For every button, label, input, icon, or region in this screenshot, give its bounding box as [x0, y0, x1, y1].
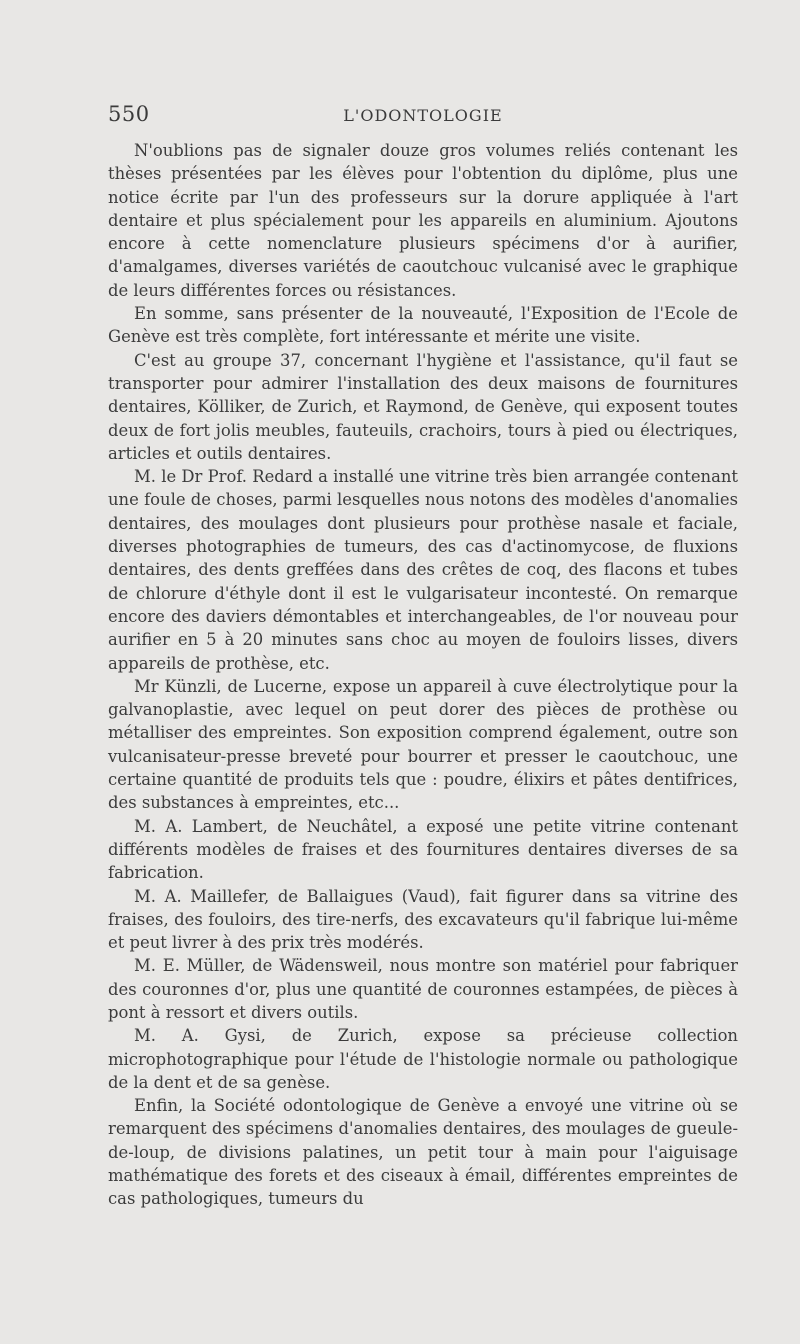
- paragraph: N'oublions pas de signaler douze gros volumes reliés contenant les thèses présentées par les élèves pour l'obtention du diplôme, plus une notice écrite par l'un des professeurs sur la dorure appliquée à l'art dentaire et plus spécialement pour les appareils en aluminium. Ajoutons encore à cette nomenclature plusieurs spécimens d'or à aurifier, d'amalgames, diverses variétés de caoutchouc vulcanisé avec le graphique de leurs différentes forces ou résistances.: [108, 141, 738, 300]
- paragraph: M. le Dr Prof. Redard a installé une vitrine très bien arrangée contenant une foule de choses, parmi lesquelles nous notons des modèles d'anomalies dentaires, des moulages dont plusieurs pour prothèse nasale et faciale, diverses photographies de tumeurs, des cas d'actinomycose, de fluxions dentaires, des dents greffées dans des crêtes de coq, des flacons et tubes de chlorure d'éthyle dont il est le vulgarisateur incontesté. On remarque encore des daviers démontables et interchangeables, de l'or nouveau pour aurifier en 5 à 20 minutes sans choc au moyen de fouloirs lisses, divers appareils de prothèse, etc.: [108, 467, 738, 673]
- paragraph: M. E. Müller, de Wädensweil, nous montre son matériel pour fabriquer des couronnes d'or, plus une quantité de couronnes estampées, de pièces à pont à ressort et divers outils.: [108, 956, 738, 1022]
- running-title: L'ODONTOLOGIE: [343, 106, 503, 125]
- paragraph: En somme, sans présenter de la nouveauté, l'Exposition de l'Ecole de Genève est très complète, fort intéressante et mérite une visite.: [108, 304, 738, 347]
- page-header: [108, 102, 738, 132]
- paragraph: M. A. Lambert, de Neuchâtel, a exposé une petite vitrine contenant différents modèles de fraises et des fournitures dentaires diverses de sa fabrication.: [108, 816, 738, 883]
- paragraph: M. A. Maillefer, de Ballaigues (Vaud), fait figurer dans sa vitrine des fraises, des fouloirs, des tire-nerfs, des excavateurs qu'il fabrique lui-même et peut livrer à des prix très modérés.: [108, 886, 738, 953]
- body-text: [108, 139, 738, 1211]
- paragraph: Mr Künzli, de Lucerne, expose un appareil à cuve électrolytique pour la galvanoplastie, avec lequel on peut dorer des pièces de prothèse ou métalliser des empreintes. Son exposition comprend également, outre son vulcanisateur-presse breveté pour bourrer et presser le caoutchouc, une certaine quantité de produits tels que : poudre, élixirs et pâtes dentifrices, des substances à empreintes, etc...: [108, 676, 738, 813]
- paragraph: C'est au groupe 37, concernant l'hygiène et l'assistance, qu'il faut se transporter pour admirer l'installation des deux maisons de fournitures dentaires, Kölliker, de Zurich, et Raymond, de Genève, qui exposent toutes deux de fort jolis meubles, fauteuils, crachoirs, tours à pied ou électriques, articles et outils dentaires.: [108, 350, 738, 463]
- page-number: 550: [108, 102, 150, 126]
- paragraph: M. A. Gysi, de Zurich, expose sa précieuse collection microphotographique pour l'étude de l'histologie normale ou pathologique de la dent et de sa genèse.: [108, 1026, 738, 1092]
- paragraph: Enfin, la Société odontologique de Genève a envoyé une vitrine où se remarquent des spécimens d'anomalies dentaires, des moulages de gueule-de-loup, de divisions palatines, un petit tour à main pour l'aiguisage mathématique des forets et des ciseaux à émail, différentes empreintes de cas pathologiques, tumeurs du: [108, 1096, 738, 1209]
